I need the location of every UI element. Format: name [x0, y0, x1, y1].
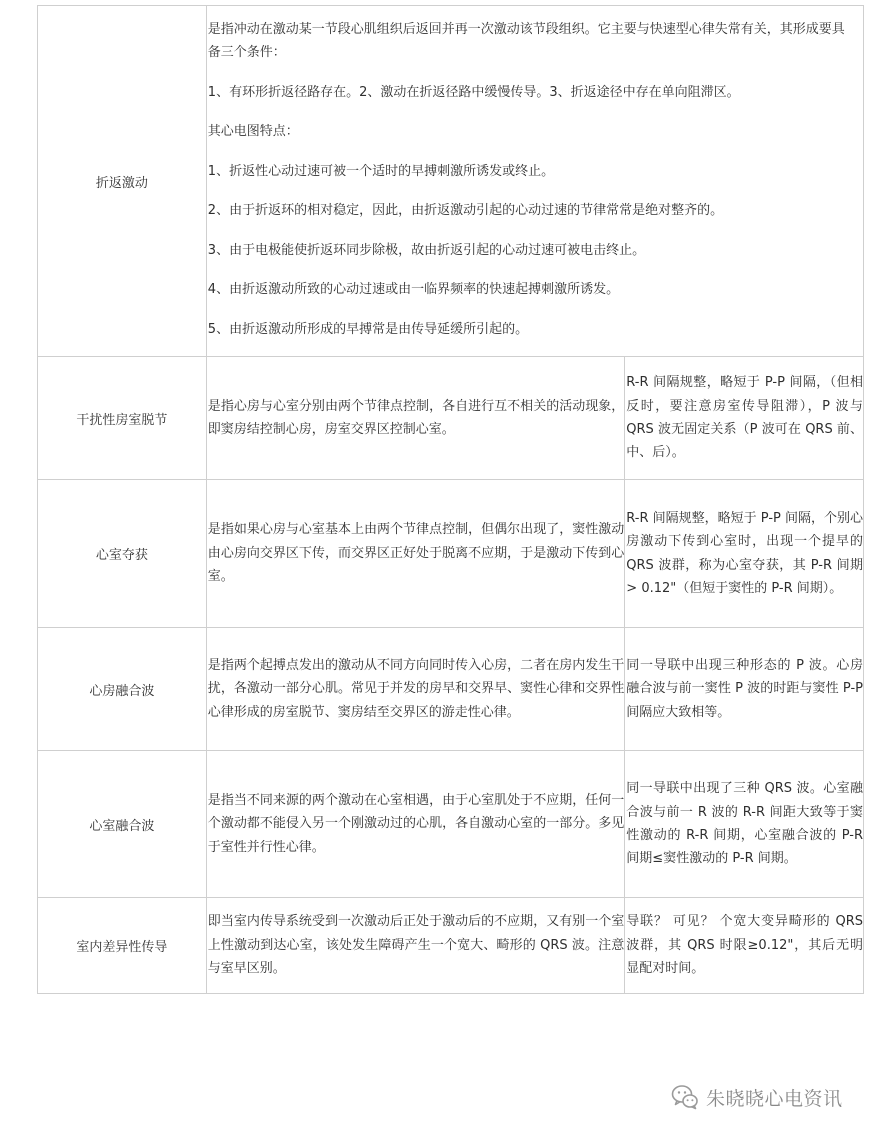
term-cell — [38, 357, 207, 479]
definition-cell — [207, 751, 626, 897]
definition-cell — [207, 480, 626, 627]
term-label: 心室夺获 — [95, 548, 148, 563]
ecg-feature-text: 导联？ 可见？ 个宽大变异畸形的 QRS 波群，其 QRS 时限≥0.12"，其后无明显配对时间。 — [626, 914, 864, 977]
table-row — [38, 480, 864, 628]
paragraph: 是指冲动在激动某一节段心肌组织后返回并再一次激动该节段组织。它主要与快速型心律失常有关，其形成要具备三个条件： — [207, 22, 845, 60]
description-cell — [207, 6, 864, 356]
term-label: 心室融合波 — [89, 818, 155, 834]
table-row — [38, 751, 864, 898]
table-row — [38, 357, 864, 480]
term-label: 折返激动 — [95, 175, 148, 191]
paragraph: 1、有环形折返径路存在。2、激动在折返径路中缓慢传导。3、折返途径中存在单向阻滞区。 — [207, 84, 740, 100]
term-label: 室内差异性传导 — [76, 940, 168, 955]
definition-text: 是指两个起搏点发出的激动从不同方向同时传入心房，二者在房内发生干扰，各激动一部分心肌。常见于并发的房早和交界早、窦性心律和交界性心律形成的房室脱节、窦房结至交界区的游走性心律。 — [207, 657, 625, 720]
ecg-feature-text: R-R 间隔规整，略短于 P-P 间隔，个别心房激动下传到心室时，出现一个提早的 QRS 波群，称为心室夺获，其 P-R 间期 > 0.12"（但短于窦性的 P-R 间期）。 — [626, 510, 864, 596]
paragraph: 其心电图特点： — [207, 124, 299, 139]
term-cell — [38, 6, 207, 356]
ecg-feature-text: 同一导联中出现了三种 QRS 波。心室融合波与前一 R 波的 R-R 间距大致等于窦性激动的 R-R 间期，心室融合波的 P-R 间期≤窦性激动的 P-R 间期。 — [626, 781, 864, 867]
ecg-feature-text: 同一导联中出现三种形态的 P 波。心房融合波与前一窦性 P 波的时距与窦性 P-P 间隔应大致相等。 — [626, 657, 864, 720]
paragraph: 1、折返性心动过速可被一个适时的早搏刺激所诱发或终止。 — [207, 163, 555, 179]
definition-text: 是指心房与心室分别由两个节律点控制，各自进行互不相关的活动现象，即窦房结控制心房，房室交界区控制心室。 — [207, 398, 625, 437]
definition-cell — [207, 628, 626, 750]
account-name: 朱晓晓心电资讯 — [706, 1087, 843, 1110]
account-watermark — [670, 1082, 843, 1112]
ecg-terms-table — [37, 5, 864, 994]
term-cell — [38, 751, 207, 897]
definition-text: 是指当不同来源的两个激动在心室相遇，由于心室肌处于不应期，任何一个激动都不能侵入另一个刚激动过的心肌，各自激动心室的一部分。多见于室性并行性心律。 — [207, 792, 625, 855]
definition-text: 即当室内传导系统受到一次激动后正处于激动后的不应期，又有别一个室上性激动到达心室，该处发生障碍产生一个宽大、畸形的 QRS 波。注意与室早区别。 — [207, 914, 625, 977]
wechat-icon — [670, 1082, 700, 1112]
term-label: 干扰性房室脱节 — [76, 412, 168, 428]
term-cell — [38, 628, 207, 750]
table-row — [38, 628, 864, 751]
ecg-feature-cell — [625, 628, 864, 750]
definition-cell — [207, 898, 626, 993]
ecg-feature-cell — [625, 898, 864, 993]
term-cell — [38, 898, 207, 993]
paragraph: 4、由折返激动所致的心动过速或由一临界频率的快速起搏刺激所诱发。 — [207, 282, 620, 297]
definition-cell — [207, 357, 626, 479]
paragraph: 2、由于折返环的相对稳定，因此，由折返激动引起的心动过速的节律常常是绝对整齐的。 — [207, 203, 724, 218]
definition-text: 是指如果心房与心室基本上由两个节律点控制，但偶尔出现了，窦性激动由心房向交界区下传，而交界区正好处于脱离不应期，于是激动下传到心室。 — [207, 522, 625, 585]
paragraph: 3、由于电极能使折返环同步除极，故由折返引起的心动过速可被电击终止。 — [207, 242, 646, 258]
term-label: 心房融合波 — [89, 683, 155, 699]
ecg-feature-cell — [625, 357, 864, 479]
ecg-feature-text: R-R 间隔规整，略短于 P-P 间隔，（但相反时，要注意房室传导阻滞），P 波与 QRS 波无固定关系（P 波可在 QRS 前、中、后）。 — [626, 375, 864, 461]
table-row — [38, 6, 864, 357]
ecg-feature-cell — [625, 480, 864, 627]
term-cell — [38, 480, 207, 627]
paragraph: 5、由折返激动所形成的早搏常是由传导延缓所引起的。 — [207, 321, 529, 337]
table-row — [38, 898, 864, 994]
ecg-feature-cell — [625, 751, 864, 897]
